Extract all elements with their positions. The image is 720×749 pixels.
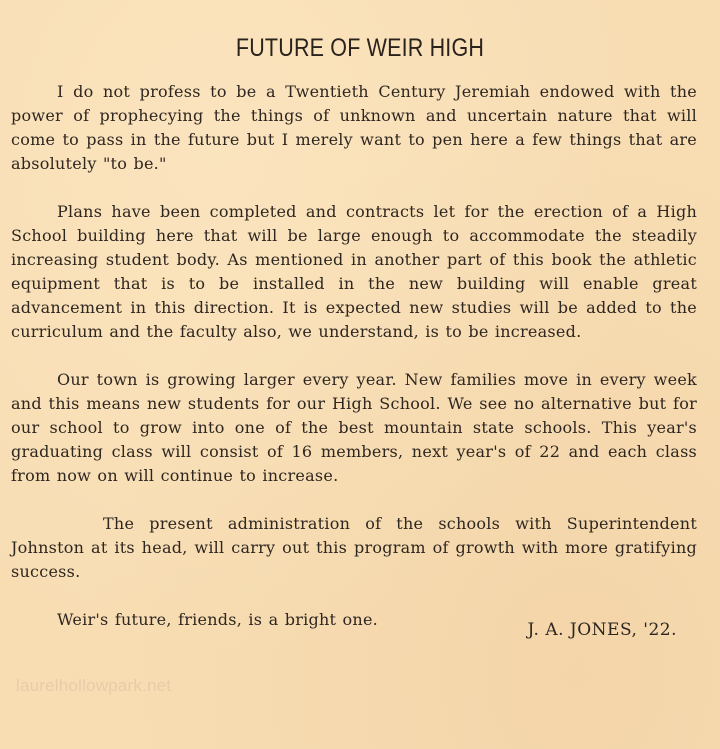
paragraph-2: Plans have been completed and contracts let for the erection of a High School building here that will be large enough to accommodate the steadily increasing student body. As mentioned in another part of this book the athletic equipment that is to be installed in the new building will enable great advancement in this direction. It is expected new studies will be added to the curriculum and the faculty also, we understand, is to be increased. [11,202,697,341]
article-body [11,80,697,640]
author-signature: J. A. JONES, '22. [527,620,677,640]
page-title: FUTURE OF WEIR HIGH [235,34,485,62]
site-watermark: laurelhollowpark.net [16,676,172,695]
paragraph-1: I do not profess to be a Twentieth Century Jeremiah endowed with the power of prophecying the things of unknown and uncertain nature that will come to pass in the future but I merely want to pen here a few things that are absolutely "to be." [11,82,697,173]
paragraph-4: The present administration of the schools with Superintendent Johnston at its head, will carry out this program of growth with more gratifying success. [11,514,697,581]
paragraph-3: Our town is growing larger every year. New families move in every week and this means new students for our High School. We see no alternative but for our school to grow into one of the best mountain state schools. This year's graduating class will consist of 16 members, next year's of 22 and each class from now on will continue to increase. [11,370,697,485]
closing-line: Weir's future, friends, is a bright one. [57,610,379,629]
